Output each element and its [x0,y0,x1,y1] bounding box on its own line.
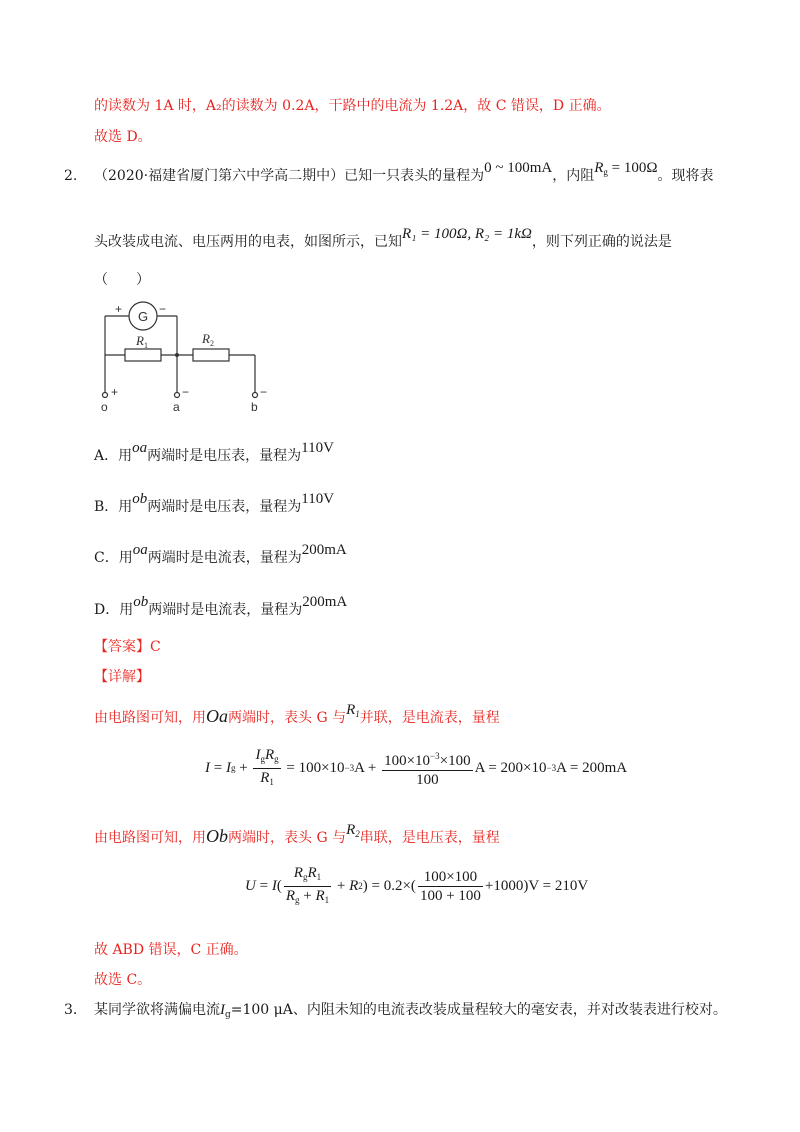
exp2-term: Ob [206,826,228,846]
rg-formula: $R_g = 100\Omega$ [594,160,658,177]
conclusion-line-1: 故 ABD 错误，C 正确。 [94,942,248,958]
terminal-a-minus: − [182,385,190,399]
option-c: C．用oa两端时是电流表，量程为200mA [94,542,347,566]
conclusion-line-2: 故选 C。 [94,972,152,988]
option-c-value: 200mA [301,542,347,558]
prev-explanation-line: 的读数为 1A 时，A₂的读数为 0.2A，干路中的电流为 1.2A，故 C 错误，D 正确。 [94,98,611,114]
answer-tag: 【答案】C [94,639,161,655]
resistor-r1 [125,349,161,361]
r1-label: $R_1$ [136,333,148,350]
voltage-formula: U = I ( $\frac{R_gR_1}{R_g + R_1}$ + R 2 ) = 0.2×( $\frac{100\times 100}{100 + 100}$ +1000)V = 210V [245,864,589,905]
resistor-r2 [193,349,229,361]
question-stem-line2 [94,226,672,252]
question-3-stem: 某同学欲将满偏电流$I_g=100$ μA、内阻未知的电流表改装成量程较大的毫安表，并对改装表进行校对。 [94,1002,727,1020]
terminal-o-plus: + [111,385,119,399]
answer-parentheses: （ ） [94,272,150,288]
junction-dot [175,353,179,357]
option-b: B．用ob两端时是电压表，量程为110V [94,491,335,515]
option-b-value: 110V [301,491,335,507]
option-d-value: 200mA [302,594,348,610]
galvanometer-label: G [138,309,149,324]
option-d-term: ob [133,594,149,610]
stem-text: 。现将表 [657,168,714,184]
question-3-number: 3. [64,1002,78,1018]
stem-text: 头改装成电流、电压两用的电表，如图所示，已知 [94,234,402,250]
terminal-b-label: b [251,400,258,414]
terminal-a [175,393,180,398]
terminal-o [103,393,108,398]
resistor-values-formula: R₁ = 100Ω, R₂ = 1kΩ [402,226,532,242]
option-a-value: 110V [301,440,334,456]
exp2-r2: $R_2$ [346,822,360,839]
explanation-line-2: 由电路图可知，用Ob两端时，表头 G 与$R_2$串联，是电压表，量程 [94,822,500,846]
stem-text: ，则下列正确的说法是 [531,234,672,250]
terminal-b [253,393,258,398]
option-d: D．用ob两端时是电流表，量程为200mA [94,594,348,618]
terminal-o-label: o [101,400,108,414]
exp1-r1: $R_1$ [346,702,360,719]
option-a: A．用oa两端时是电压表，量程为110V [94,440,334,464]
option-a-term: oa [132,440,148,456]
r2-label: $R_2$ [202,331,214,348]
explanation-line-1: 由电路图可知，用Oa两端时，表头 G 与$R_1$并联，是电流表，量程 [94,702,500,726]
current-formula: I = I g + $\frac{I_gR_g}{R_1}$ = 100×10 −3 A + $\frac{100\times 10^{-3}\times 100}{100}$ A = 200×10 −3 A = 200mA [205,746,628,788]
question-stem-line1 [94,160,714,190]
option-b-term: ob [132,491,148,507]
galvanometer-plus: + [115,302,123,316]
option-c-term: oa [132,542,148,558]
question-number: 2. [64,168,78,184]
terminal-a-label: a [173,400,180,414]
detail-tag: 【详解】 [94,669,150,685]
exp1-term: Oa [206,706,228,726]
circuit-diagram [95,297,275,417]
terminal-b-minus: − [260,385,268,399]
range-formula: 0 ~ 100mA [484,160,553,176]
prev-conclusion: 故选 D。 [94,129,152,145]
stem-text: （2020·福建省厦门第六中学高二期中）已知一只表头的量程为 [94,168,485,184]
galvanometer-minus: − [159,302,167,316]
stem-text: ，内阻 [552,168,595,184]
